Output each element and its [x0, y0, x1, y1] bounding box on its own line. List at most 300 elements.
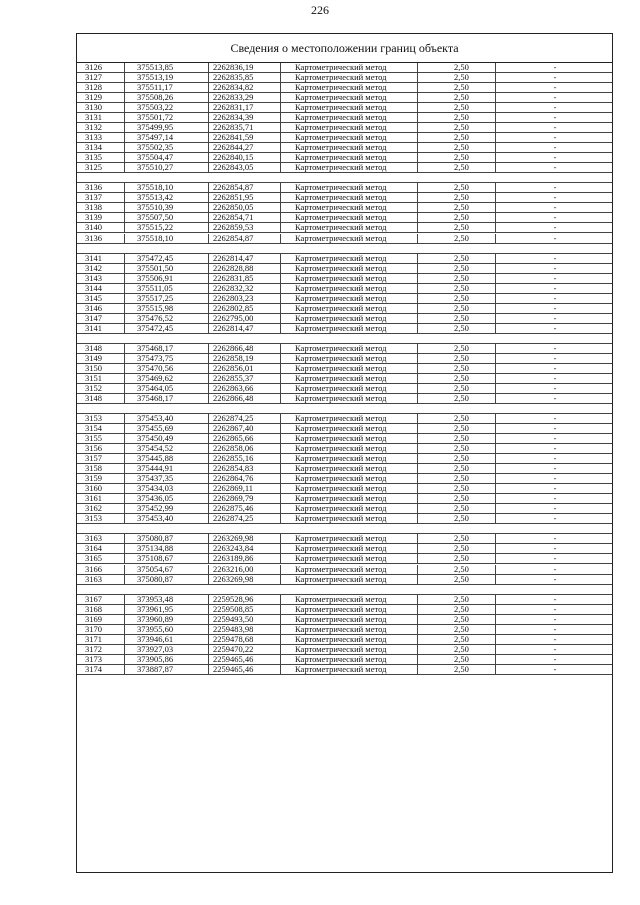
note-cell: -	[495, 374, 614, 383]
y-coordinate-cell: 2262855,16	[208, 454, 280, 463]
method-cell: Картометрический метод	[280, 534, 417, 543]
note-cell: -	[495, 645, 614, 654]
y-coordinate-cell: 2262843,05	[208, 163, 280, 172]
point-number-cell: 3163	[85, 533, 102, 544]
accuracy-cell: 2,50	[417, 93, 495, 102]
method-cell: Картометрический метод	[280, 324, 417, 333]
point-number-cell: 3132	[85, 122, 102, 133]
table-row	[77, 554, 612, 564]
note-cell: -	[495, 143, 614, 152]
method-cell: Картометрический метод	[280, 163, 417, 172]
point-number-cell: 3143	[85, 272, 102, 283]
method-cell: Картометрический метод	[280, 394, 417, 403]
accuracy-cell: 2,50	[417, 264, 495, 273]
x-coordinate-cell: 375510,39	[124, 203, 208, 212]
y-coordinate-cell: 2262795,00	[208, 314, 280, 323]
note-cell: -	[495, 193, 614, 202]
point-number-cell: 3157	[85, 453, 102, 464]
note-cell: -	[495, 93, 614, 102]
x-coordinate-cell: 375080,87	[124, 575, 208, 584]
x-coordinate-cell: 375444,91	[124, 464, 208, 473]
note-cell: -	[495, 464, 614, 473]
y-coordinate-cell: 2262831,17	[208, 103, 280, 112]
point-number-cell: 3146	[85, 302, 102, 313]
method-cell: Картометрический метод	[280, 304, 417, 313]
point-number-cell: 3148	[85, 392, 102, 403]
y-coordinate-cell: 2259465,46	[208, 655, 280, 664]
note-cell: -	[495, 163, 614, 172]
point-number-cell: 3151	[85, 372, 102, 383]
accuracy-cell: 2,50	[417, 324, 495, 333]
point-number-cell: 3127	[85, 72, 102, 83]
y-coordinate-cell: 2259478,68	[208, 635, 280, 644]
method-cell: Картометрический метод	[280, 494, 417, 503]
x-coordinate-cell: 375453,40	[124, 414, 208, 423]
accuracy-cell: 2,50	[417, 63, 495, 72]
y-coordinate-cell: 2263269,98	[208, 575, 280, 584]
accuracy-cell: 2,50	[417, 113, 495, 122]
note-cell: -	[495, 625, 614, 634]
y-coordinate-cell: 2263189,86	[208, 554, 280, 563]
y-coordinate-cell: 2262869,11	[208, 484, 280, 493]
point-number-cell: 3135	[85, 152, 102, 163]
method-cell: Картометрический метод	[280, 344, 417, 353]
point-number-cell: 3125	[85, 162, 102, 173]
x-coordinate-cell: 375054,67	[124, 565, 208, 574]
point-number-cell: 3156	[85, 443, 102, 454]
point-number-cell: 3147	[85, 312, 102, 323]
x-coordinate-cell: 373927,03	[124, 645, 208, 654]
accuracy-cell: 2,50	[417, 635, 495, 644]
y-coordinate-cell: 2262854,71	[208, 213, 280, 222]
point-number-cell: 3140	[85, 222, 102, 233]
note-cell: -	[495, 444, 614, 453]
accuracy-cell: 2,50	[417, 595, 495, 604]
accuracy-cell: 2,50	[417, 384, 495, 393]
accuracy-cell: 2,50	[417, 274, 495, 283]
note-cell: -	[495, 635, 614, 644]
point-number-cell: 3158	[85, 463, 102, 474]
method-cell: Картометрический метод	[280, 93, 417, 102]
note-cell: -	[495, 223, 614, 232]
accuracy-cell: 2,50	[417, 484, 495, 493]
point-number-cell: 3148	[85, 342, 102, 353]
x-coordinate-cell: 375454,52	[124, 444, 208, 453]
point-number-cell: 3136	[85, 232, 102, 243]
note-cell: -	[495, 494, 614, 503]
method-cell: Картометрический метод	[280, 615, 417, 624]
accuracy-cell: 2,50	[417, 83, 495, 92]
y-coordinate-cell: 2262869,79	[208, 494, 280, 503]
note-cell: -	[495, 153, 614, 162]
y-coordinate-cell: 2262802,85	[208, 304, 280, 313]
table-row	[77, 514, 612, 524]
accuracy-cell: 2,50	[417, 193, 495, 202]
x-coordinate-cell: 375501,50	[124, 264, 208, 273]
note-cell: -	[495, 615, 614, 624]
method-cell: Картометрический метод	[280, 254, 417, 263]
method-cell: Картометрический метод	[280, 665, 417, 674]
note-cell: -	[495, 474, 614, 483]
note-cell: -	[495, 314, 614, 323]
y-coordinate-cell: 2262834,39	[208, 113, 280, 122]
method-cell: Картометрический метод	[280, 625, 417, 634]
note-cell: -	[495, 655, 614, 664]
table-row	[77, 234, 612, 244]
point-number-cell: 3163	[85, 573, 102, 584]
method-cell: Картометрический метод	[280, 314, 417, 323]
x-coordinate-cell: 373887,87	[124, 665, 208, 674]
x-coordinate-cell: 375468,17	[124, 344, 208, 353]
coordinates-table	[76, 33, 613, 873]
x-coordinate-cell: 375453,40	[124, 514, 208, 523]
note-cell: -	[495, 213, 614, 222]
point-number-cell: 3145	[85, 292, 102, 303]
point-number-cell: 3172	[85, 643, 102, 654]
point-number-cell: 3165	[85, 553, 102, 564]
note-cell: -	[495, 575, 614, 584]
y-coordinate-cell: 2262854,87	[208, 183, 280, 192]
method-cell: Картометрический метод	[280, 294, 417, 303]
method-cell: Картометрический метод	[280, 374, 417, 383]
point-number-cell: 3162	[85, 503, 102, 514]
x-coordinate-cell: 375513,42	[124, 193, 208, 202]
page-number: 226	[311, 3, 329, 17]
note-cell: -	[495, 554, 614, 563]
method-cell: Картометрический метод	[280, 364, 417, 373]
x-coordinate-cell: 375450,49	[124, 434, 208, 443]
method-cell: Картометрический метод	[280, 213, 417, 222]
x-coordinate-cell: 373953,48	[124, 595, 208, 604]
y-coordinate-cell: 2262835,85	[208, 73, 280, 82]
note-cell: -	[495, 294, 614, 303]
table-row	[77, 223, 612, 233]
method-cell: Картометрический метод	[280, 103, 417, 112]
method-cell: Картометрический метод	[280, 284, 417, 293]
y-coordinate-cell: 2259528,96	[208, 595, 280, 604]
accuracy-cell: 2,50	[417, 284, 495, 293]
point-number-cell: 3136	[85, 182, 102, 193]
x-coordinate-cell: 375510,27	[124, 163, 208, 172]
method-cell: Картометрический метод	[280, 474, 417, 483]
method-cell: Картометрический метод	[280, 565, 417, 574]
method-cell: Картометрический метод	[280, 274, 417, 283]
accuracy-cell: 2,50	[417, 153, 495, 162]
x-coordinate-cell: 375436,05	[124, 494, 208, 503]
x-coordinate-cell: 375464,05	[124, 384, 208, 393]
method-cell: Картометрический метод	[280, 424, 417, 433]
x-coordinate-cell: 375502,35	[124, 143, 208, 152]
y-coordinate-cell: 2259483,98	[208, 625, 280, 634]
y-coordinate-cell: 2262865,66	[208, 434, 280, 443]
method-cell: Картометрический метод	[280, 484, 417, 493]
x-coordinate-cell: 375437,35	[124, 474, 208, 483]
y-coordinate-cell: 2263269,98	[208, 534, 280, 543]
accuracy-cell: 2,50	[417, 474, 495, 483]
accuracy-cell: 2,50	[417, 575, 495, 584]
point-number-cell: 3166	[85, 563, 102, 574]
y-coordinate-cell: 2262831,85	[208, 274, 280, 283]
x-coordinate-cell: 375473,75	[124, 354, 208, 363]
x-coordinate-cell: 375470,56	[124, 364, 208, 373]
point-number-cell: 3169	[85, 613, 102, 624]
method-cell: Картометрический метод	[280, 133, 417, 142]
method-cell: Картометрический метод	[280, 83, 417, 92]
x-coordinate-cell: 375513,19	[124, 73, 208, 82]
method-cell: Картометрический метод	[280, 645, 417, 654]
note-cell: -	[495, 254, 614, 263]
y-coordinate-cell: 2262863,66	[208, 384, 280, 393]
accuracy-cell: 2,50	[417, 223, 495, 232]
point-number-cell: 3133	[85, 132, 102, 143]
note-cell: -	[495, 605, 614, 614]
x-coordinate-cell: 375497,14	[124, 133, 208, 142]
accuracy-cell: 2,50	[417, 103, 495, 112]
method-cell: Картометрический метод	[280, 504, 417, 513]
accuracy-cell: 2,50	[417, 655, 495, 664]
y-coordinate-cell: 2262858,19	[208, 354, 280, 363]
point-number-cell: 3137	[85, 192, 102, 203]
y-coordinate-cell: 2262832,32	[208, 284, 280, 293]
accuracy-cell: 2,50	[417, 434, 495, 443]
note-cell: -	[495, 565, 614, 574]
accuracy-cell: 2,50	[417, 464, 495, 473]
x-coordinate-cell: 373946,61	[124, 635, 208, 644]
x-coordinate-cell: 375508,26	[124, 93, 208, 102]
y-coordinate-cell: 2262875,46	[208, 504, 280, 513]
y-coordinate-cell: 2259508,85	[208, 605, 280, 614]
accuracy-cell: 2,50	[417, 514, 495, 523]
y-coordinate-cell: 2262856,01	[208, 364, 280, 373]
accuracy-cell: 2,50	[417, 254, 495, 263]
method-cell: Картометрический метод	[280, 183, 417, 192]
point-number-cell: 3126	[85, 62, 102, 72]
x-coordinate-cell: 375499,95	[124, 123, 208, 132]
point-number-cell: 3131	[85, 112, 102, 123]
x-coordinate-cell: 375445,88	[124, 454, 208, 463]
point-number-cell: 3153	[85, 513, 102, 524]
y-coordinate-cell: 2262803,23	[208, 294, 280, 303]
x-coordinate-cell: 375511,17	[124, 83, 208, 92]
x-coordinate-cell: 375455,69	[124, 424, 208, 433]
point-number-cell: 3138	[85, 202, 102, 213]
method-cell: Картометрический метод	[280, 143, 417, 152]
y-coordinate-cell: 2262864,76	[208, 474, 280, 483]
point-number-cell: 3160	[85, 483, 102, 494]
x-coordinate-cell: 375476,52	[124, 314, 208, 323]
accuracy-cell: 2,50	[417, 304, 495, 313]
point-number-cell: 3170	[85, 623, 102, 634]
method-cell: Картометрический метод	[280, 434, 417, 443]
point-number-cell: 3129	[85, 92, 102, 103]
note-cell: -	[495, 103, 614, 112]
point-number-cell: 3130	[85, 102, 102, 113]
y-coordinate-cell: 2262814,47	[208, 324, 280, 333]
method-cell: Картометрический метод	[280, 635, 417, 644]
y-coordinate-cell: 2262828,88	[208, 264, 280, 273]
note-cell: -	[495, 424, 614, 433]
y-coordinate-cell: 2259470,22	[208, 645, 280, 654]
y-coordinate-cell: 2262841,59	[208, 133, 280, 142]
y-coordinate-cell: 2262874,25	[208, 414, 280, 423]
table-row	[77, 394, 612, 404]
y-coordinate-cell: 2262844,27	[208, 143, 280, 152]
accuracy-cell: 2,50	[417, 615, 495, 624]
accuracy-cell: 2,50	[417, 364, 495, 373]
y-coordinate-cell: 2262855,37	[208, 374, 280, 383]
note-cell: -	[495, 203, 614, 212]
method-cell: Картометрический метод	[280, 73, 417, 82]
accuracy-cell: 2,50	[417, 123, 495, 132]
method-cell: Картометрический метод	[280, 414, 417, 423]
point-number-cell: 3155	[85, 433, 102, 444]
note-cell: -	[495, 414, 614, 423]
note-cell: -	[495, 234, 614, 243]
y-coordinate-cell: 2262833,29	[208, 93, 280, 102]
note-cell: -	[495, 454, 614, 463]
accuracy-cell: 2,50	[417, 625, 495, 634]
method-cell: Картометрический метод	[280, 444, 417, 453]
accuracy-cell: 2,50	[417, 234, 495, 243]
note-cell: -	[495, 83, 614, 92]
table-row	[77, 565, 612, 575]
y-coordinate-cell: 2262814,47	[208, 254, 280, 263]
x-coordinate-cell: 375515,22	[124, 223, 208, 232]
table-row	[77, 324, 612, 334]
method-cell: Картометрический метод	[280, 655, 417, 664]
method-cell: Картометрический метод	[280, 193, 417, 202]
accuracy-cell: 2,50	[417, 394, 495, 403]
accuracy-cell: 2,50	[417, 544, 495, 553]
point-number-cell: 3168	[85, 603, 102, 614]
note-cell: -	[495, 274, 614, 283]
note-cell: -	[495, 73, 614, 82]
note-cell: -	[495, 434, 614, 443]
x-coordinate-cell: 375434,03	[124, 484, 208, 493]
accuracy-cell: 2,50	[417, 133, 495, 142]
method-cell: Картометрический метод	[280, 514, 417, 523]
note-cell: -	[495, 534, 614, 543]
y-coordinate-cell: 2259465,46	[208, 665, 280, 674]
y-coordinate-cell: 2262834,82	[208, 83, 280, 92]
point-number-cell: 3142	[85, 262, 102, 273]
point-number-cell: 3141	[85, 252, 102, 263]
x-coordinate-cell: 375506,91	[124, 274, 208, 283]
y-coordinate-cell: 2262858,06	[208, 444, 280, 453]
note-cell: -	[495, 344, 614, 353]
y-coordinate-cell: 2262866,48	[208, 344, 280, 353]
y-coordinate-cell: 2262866,48	[208, 394, 280, 403]
accuracy-cell: 2,50	[417, 183, 495, 192]
accuracy-cell: 2,50	[417, 554, 495, 563]
method-cell: Картометрический метод	[280, 464, 417, 473]
x-coordinate-cell: 375511,05	[124, 284, 208, 293]
note-cell: -	[495, 183, 614, 192]
y-coordinate-cell: 2263243,84	[208, 544, 280, 553]
note-cell: -	[495, 304, 614, 313]
accuracy-cell: 2,50	[417, 414, 495, 423]
accuracy-cell: 2,50	[417, 203, 495, 212]
accuracy-cell: 2,50	[417, 665, 495, 674]
point-number-cell: 3150	[85, 362, 102, 373]
accuracy-cell: 2,50	[417, 73, 495, 82]
x-coordinate-cell: 373961,95	[124, 605, 208, 614]
accuracy-cell: 2,50	[417, 534, 495, 543]
method-cell: Картометрический метод	[280, 575, 417, 584]
x-coordinate-cell: 375134,88	[124, 544, 208, 553]
x-coordinate-cell: 375108,67	[124, 554, 208, 563]
accuracy-cell: 2,50	[417, 163, 495, 172]
note-cell: -	[495, 504, 614, 513]
point-number-cell: 3154	[85, 423, 102, 434]
accuracy-cell: 2,50	[417, 454, 495, 463]
accuracy-cell: 2,50	[417, 605, 495, 614]
point-number-cell: 3153	[85, 413, 102, 424]
point-number-cell: 3164	[85, 543, 102, 554]
point-number-cell: 3128	[85, 82, 102, 93]
point-number-cell: 3149	[85, 352, 102, 363]
accuracy-cell: 2,50	[417, 213, 495, 222]
point-number-cell: 3173	[85, 653, 102, 664]
x-coordinate-cell: 375513,85	[124, 63, 208, 72]
y-coordinate-cell: 2262854,87	[208, 234, 280, 243]
table-row	[77, 163, 612, 173]
accuracy-cell: 2,50	[417, 314, 495, 323]
accuracy-cell: 2,50	[417, 444, 495, 453]
x-coordinate-cell: 373955,60	[124, 625, 208, 634]
x-coordinate-cell: 373905,86	[124, 655, 208, 664]
accuracy-cell: 2,50	[417, 344, 495, 353]
x-coordinate-cell: 375517,25	[124, 294, 208, 303]
x-coordinate-cell: 375518,10	[124, 183, 208, 192]
point-number-cell: 3139	[85, 212, 102, 223]
y-coordinate-cell: 2263216,00	[208, 565, 280, 574]
note-cell: -	[495, 264, 614, 273]
accuracy-cell: 2,50	[417, 565, 495, 574]
note-cell: -	[495, 484, 614, 493]
accuracy-cell: 2,50	[417, 645, 495, 654]
accuracy-cell: 2,50	[417, 294, 495, 303]
method-cell: Картометрический метод	[280, 153, 417, 162]
point-number-cell: 3171	[85, 633, 102, 644]
point-number-cell: 3159	[85, 473, 102, 484]
y-coordinate-cell: 2262854,83	[208, 464, 280, 473]
method-cell: Картометрический метод	[280, 234, 417, 243]
y-coordinate-cell: 2262867,40	[208, 424, 280, 433]
accuracy-cell: 2,50	[417, 143, 495, 152]
method-cell: Картометрический метод	[280, 454, 417, 463]
note-cell: -	[495, 544, 614, 553]
method-cell: Картометрический метод	[280, 223, 417, 232]
x-coordinate-cell: 375507,50	[124, 213, 208, 222]
x-coordinate-cell: 375452,99	[124, 504, 208, 513]
note-cell: -	[495, 384, 614, 393]
x-coordinate-cell: 375504,47	[124, 153, 208, 162]
note-cell: -	[495, 394, 614, 403]
x-coordinate-cell: 375503,22	[124, 103, 208, 112]
note-cell: -	[495, 324, 614, 333]
accuracy-cell: 2,50	[417, 424, 495, 433]
method-cell: Картометрический метод	[280, 113, 417, 122]
method-cell: Картометрический метод	[280, 544, 417, 553]
y-coordinate-cell: 2262836,19	[208, 63, 280, 72]
method-cell: Картометрический метод	[280, 384, 417, 393]
note-cell: -	[495, 63, 614, 72]
note-cell: -	[495, 595, 614, 604]
accuracy-cell: 2,50	[417, 374, 495, 383]
point-number-cell: 3167	[85, 593, 102, 604]
x-coordinate-cell: 375469,62	[124, 374, 208, 383]
